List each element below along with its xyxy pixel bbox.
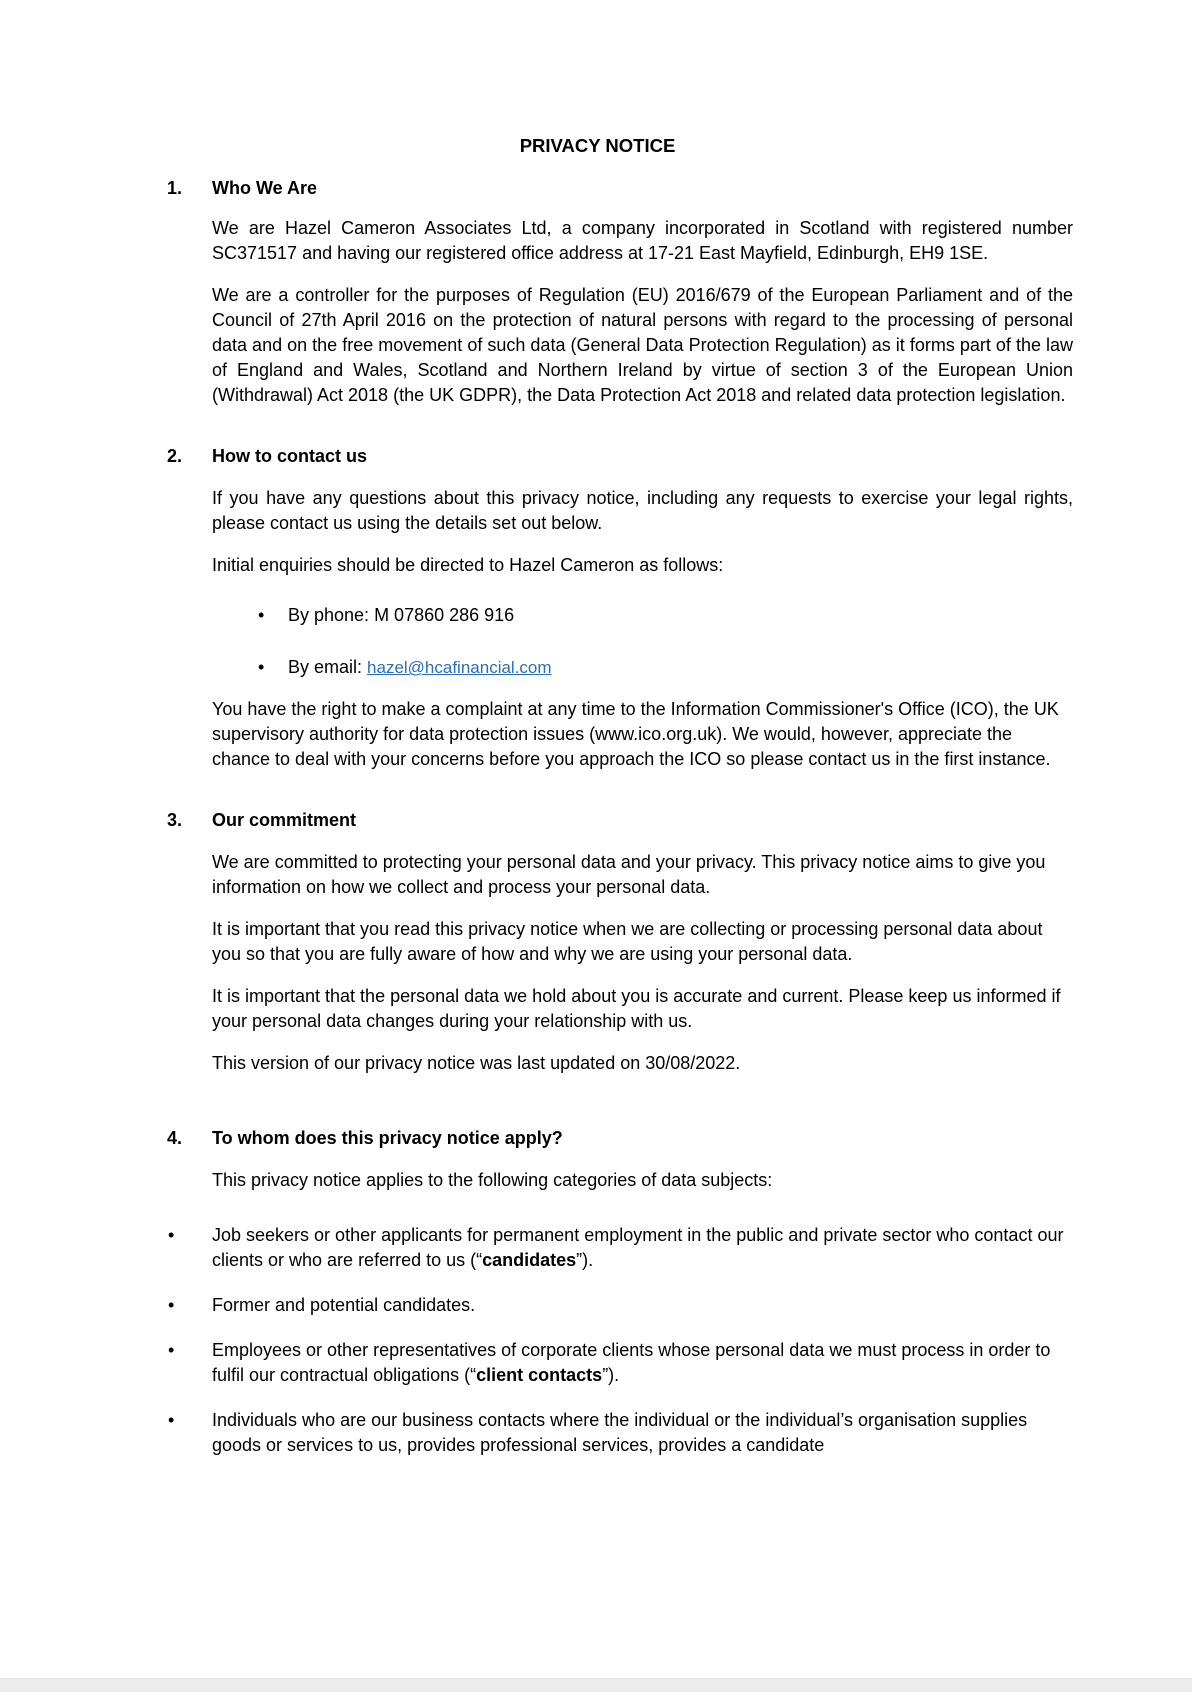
section-2-heading — [167, 444, 1073, 469]
bullet-icon: • — [168, 1225, 175, 1245]
category-term-bold: candidates — [482, 1250, 577, 1270]
section-our-commitment — [167, 808, 1073, 1076]
paragraph-controller-gdpr: We are a controller for the purposes of Regulation (EU) 2016/679 of the European Parliament and of the Council of 27th April 2016 on the protection of natural persons with regard to the processing of personal data and on the free movement of such data (General Data Protection Regulation) as it forms part of the law of England and Wales, Scotland and Northern Ireland by virtue of section 3 of the European Union (Withdrawal) Act 2018 (the UK GDPR), the Data Protection Act 2018 and related data protection legislation. — [212, 285, 1073, 405]
paragraph-categories-intro: This privacy notice applies to the following categories of data subjects: — [212, 1170, 773, 1190]
section-1-heading — [167, 176, 1073, 201]
bullet-icon: • — [168, 1340, 175, 1360]
section-2-heading-text: How to contact us — [212, 446, 368, 466]
section-4-number: 4. — [167, 1128, 183, 1148]
bullet-icon: • — [168, 1295, 175, 1315]
category-text-end: ”). — [602, 1365, 620, 1385]
paragraph-important-read: It is important that you read this privacy notice when we are collecting or processing personal data about you so that you are fully aware of how and why we are using your personal data. — [212, 919, 1043, 964]
section-3-heading — [167, 808, 1073, 833]
category-item-former-candidates — [168, 1293, 1073, 1318]
category-item-business-contacts — [168, 1408, 1073, 1458]
contact-phone-item — [258, 603, 1073, 628]
section-how-to-contact-us — [167, 444, 1073, 772]
bullet-icon: • — [258, 657, 265, 677]
data-subject-categories-list — [168, 1223, 1073, 1458]
document-title: PRIVACY NOTICE — [519, 135, 676, 156]
section-to-whom-applies — [167, 1126, 1073, 1458]
contact-email-item — [258, 655, 1073, 680]
category-item-candidates — [168, 1223, 1073, 1273]
section-3-heading-text: Our commitment — [212, 810, 357, 830]
section-1-heading-text: Who We Are — [212, 178, 318, 198]
contact-email-label: By email: — [288, 657, 368, 677]
paragraph-initial-enquiries: Initial enquiries should be directed to Hazel Cameron as follows: — [212, 555, 724, 575]
category-text: Employees or other representatives of corporate clients whose personal data we must process in order to fulfil our contractual obligations (“ — [212, 1340, 1051, 1385]
paragraph-accurate-current: It is important that the personal data we hold about you is accurate and current. Please keep us informed if your personal data changes during your relationship with us. — [212, 986, 1061, 1031]
paragraph-commitment: We are committed to protecting your personal data and your privacy. This privacy notice aims to give you information on how we collect and process your personal data. — [212, 852, 1046, 897]
contact-phone-text: By phone: M 07860 286 916 — [288, 605, 515, 625]
contact-methods-list — [258, 603, 1073, 680]
category-term-bold: client contacts — [476, 1365, 603, 1385]
paragraph-ico-complaint: You have the right to make a complaint at any time to the Information Commissioner's Office (ICO), the UK supervisory authority for data protection issues (www.ico.org.uk). We would, however, appreciate the chance to deal with your concerns before you approach the ICO so please contact us in the first instance. — [212, 699, 1059, 769]
category-text: Job seekers or other applicants for permanent employment in the public and private sector who contact our clients or who are referred to us (“ — [212, 1225, 1064, 1270]
category-text-end: ”). — [576, 1250, 594, 1270]
category-text: Former and potential candidates. — [212, 1295, 476, 1315]
section-1-number: 1. — [167, 178, 183, 198]
bullet-icon: • — [258, 605, 265, 625]
email-link[interactable]: hazel@hcafinancial.com — [367, 658, 552, 677]
paragraph-last-updated: This version of our privacy notice was last updated on 30/08/2022. — [212, 1053, 741, 1073]
section-who-we-are — [167, 176, 1073, 408]
section-3-number: 3. — [167, 810, 183, 830]
paragraph-questions: If you have any questions about this privacy notice, including any requests to exercise your legal rights, please contact us using the details set out below. — [212, 488, 1073, 533]
category-text: Individuals who are our business contacts where the individual or the individual’s organisation supplies goods or services to us, provides professional services, provides a candidate — [212, 1410, 1028, 1455]
category-item-client-contacts — [168, 1338, 1073, 1388]
page-boundary-bar — [0, 1678, 1192, 1692]
section-2-number: 2. — [167, 446, 183, 466]
paragraph-company-details: We are Hazel Cameron Associates Ltd, a company incorporated in Scotland with registered number SC371517 and having our registered office address at 17-21 East Mayfield, Edinburgh, EH9 1SE. — [212, 218, 1073, 263]
section-4-heading-text: To whom does this privacy notice apply? — [212, 1128, 563, 1148]
section-4-heading — [167, 1126, 1073, 1151]
bullet-icon: • — [168, 1410, 175, 1430]
